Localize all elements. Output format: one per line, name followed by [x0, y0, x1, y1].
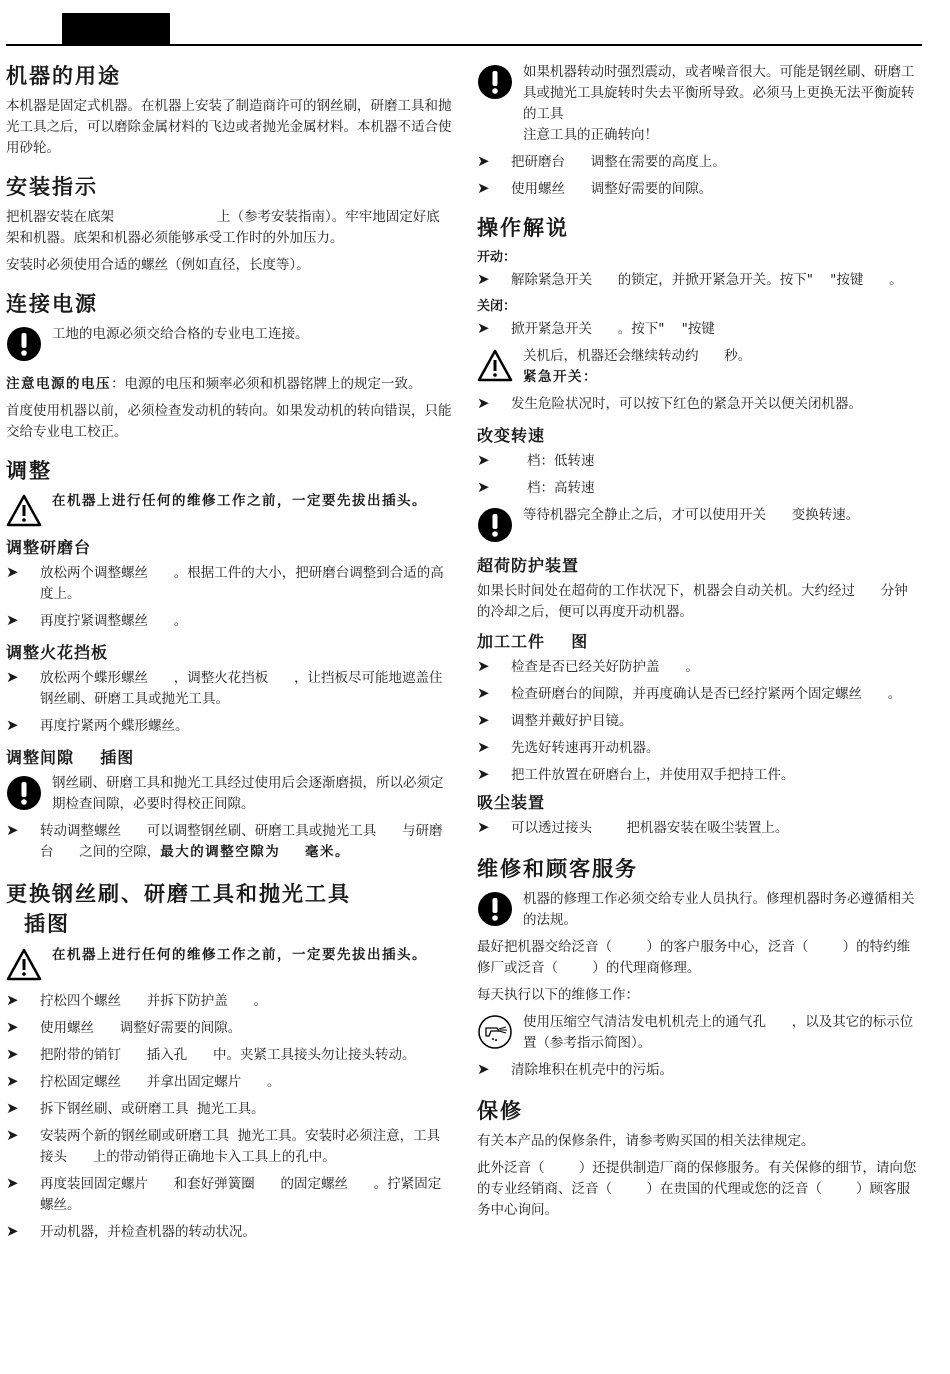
step-text: 使用螺丝 调整好需要的间隙。 [511, 181, 713, 197]
stop-note [477, 346, 919, 388]
gap-note-text: 钢丝刷、研磨工具和抛光工具经过使用后会逐渐磨损，所以必须定期检查间隙，必要时得校正间隙。 [52, 775, 444, 812]
speed-step-2 [477, 478, 919, 499]
subsection-title-speed: 改变转速 [477, 426, 546, 445]
replace-title: 更换钢丝刷、研磨工具和抛光工具 [6, 882, 351, 906]
step-text: 档：低转速 [527, 453, 595, 469]
replace-warning-text: 在机器上进行任何的维修工作之前，一定要先拔出插头。 [52, 947, 427, 963]
power-note-text: 工地的电源必须交给合格的专业电工连接。 [52, 326, 309, 342]
step-text: 放松两个调整螺丝 。根据工件的大小，把研磨台调整到合适的高度上。 [40, 565, 444, 602]
replace-step-7 [6, 1174, 452, 1216]
adjust-warning-text: 在机器上进行任何的维修工作之前，一定要先拔出插头。 [52, 493, 427, 509]
spark-step-2 [6, 716, 452, 737]
right-column [477, 56, 919, 1227]
warning-triangle-icon [6, 493, 42, 529]
arrow-icon: ➤ [477, 738, 490, 756]
install-text-2: 安装时必须使用合适的螺丝（例如直径，长度等）。 [6, 257, 310, 273]
arrow-icon: ➤ [6, 1126, 19, 1144]
step-text: 安装两个新的钢丝刷或研磨工具 抛光工具。安装时必须注意，工具接头 上的带动销得正确地卡入工具上的孔中。 [40, 1128, 441, 1165]
service-note-text: 机器的修理工作必须交给专业人员执行。修理机器时务必遵循相关的法规。 [523, 891, 915, 928]
stop-step [477, 319, 919, 340]
step-text: 解除紧急开关 的锁定，并掀开紧急开关。按下" "按键 。 [511, 272, 903, 288]
workpiece-step-3 [477, 711, 919, 732]
stop-label: 关闭： [477, 299, 517, 314]
left-column [6, 56, 452, 1249]
step-text: 可以透过接头 把机器安装在吸尘装置上。 [511, 820, 789, 836]
workpiece-step-5 [477, 765, 919, 786]
power-direction-text: 首度使用机器以前，必须检查发动机的转向。如果发动机的转向错误，只能交给专业电工校正。 [6, 403, 452, 440]
step-text: 把研磨台 调整在需要的高度上。 [511, 154, 726, 170]
header-black-tab [62, 13, 170, 44]
service-text-2: 每天执行以下的维修工作： [477, 987, 639, 1003]
warranty-text-2: 此外泛音（ ）还提供制造厂商的保修服务。有关保修的细节，请向您的专业经销商、泛音（ ）在贵国的代理或您的泛音（ ）顾客服务中心询问。 [477, 1160, 917, 1218]
arrow-icon: ➤ [477, 394, 490, 412]
pre-step-1 [477, 152, 919, 173]
air-note [477, 1012, 919, 1054]
replace-step-4 [6, 1072, 452, 1093]
table-step-1 [6, 563, 452, 605]
step-text: 拧松固定螺丝 并拿出固定螺片 。 [40, 1074, 281, 1090]
step-text: 开动机器，并检查机器的转动状况。 [40, 1224, 256, 1240]
step-text: 把附带的销钉 插入孔 中。夹紧工具接头勿让接头转动。 [40, 1047, 416, 1063]
replace-step-5 [6, 1099, 452, 1120]
service-note [477, 889, 919, 931]
step-text: 调整并戴好护目镜。 [511, 713, 633, 729]
arrow-icon: ➤ [477, 657, 490, 675]
arrow-icon: ➤ [6, 1174, 19, 1192]
spark-step-1 [6, 668, 452, 710]
arrow-icon: ➤ [6, 563, 19, 581]
start-label: 开动： [477, 250, 517, 265]
exclamation-circle-icon [477, 64, 513, 100]
section-title-install: 安装指示 [6, 175, 98, 199]
pre-step-2 [477, 179, 919, 200]
arrow-icon: ➤ [6, 991, 19, 1009]
step-text: 使用螺丝 调整好需要的间隙。 [40, 1020, 242, 1036]
vibration-note [477, 62, 919, 146]
exclamation-circle-icon [477, 891, 513, 927]
replace-step-1 [6, 991, 452, 1012]
step-text: 发生危险状况时，可以按下红色的紧急开关以便关闭机器。 [511, 396, 862, 412]
arrow-icon: ➤ [477, 765, 490, 783]
install-text-1: 把机器安装在底架 上（参考安装指南）。牢牢地固定好底架和机器。底架和机器必须能够承受工作时的外加压力。 [6, 209, 440, 246]
subsection-title-spark: 调整火花挡板 [6, 643, 109, 662]
step-text: 先选好转速再开动机器。 [511, 740, 660, 756]
arrow-icon: ➤ [477, 451, 490, 469]
step-text: 再度拧紧调整螺丝 。 [40, 613, 188, 629]
exclamation-circle-icon [6, 326, 42, 362]
arrow-icon: ➤ [477, 818, 490, 836]
arrow-icon: ➤ [6, 668, 19, 686]
subsection-title-table: 调整研磨台 [6, 538, 92, 557]
step-text: 拆下钢丝刷、或研磨工具 抛光工具。 [40, 1101, 265, 1117]
air-note-text: 使用压缩空气清洁发电机机壳上的通气孔 ，以及其它的标示位置（参考指示简图）。 [523, 1014, 914, 1051]
step-text: 拧松四个螺丝 并拆下防护盖 。 [40, 993, 267, 1009]
replace-subtitle: 插图 [24, 912, 70, 936]
workpiece-step-2 [477, 684, 919, 705]
arrow-icon: ➤ [6, 1072, 19, 1090]
step-text: 放松两个蝶形螺丝 ，调整火花挡板 ，让挡板尽可能地遮盖住钢丝刷、研磨工具或抛光工具。 [40, 670, 443, 707]
power-voltage-desc: ：电源的电压和频率必须和机器铭牌上的规定一致。 [111, 376, 422, 392]
arrow-icon: ➤ [477, 152, 490, 170]
gap-step-bold: 最大的调整空隙为 毫米。 [160, 844, 351, 860]
gap-note [6, 773, 452, 815]
emergency-step [477, 394, 919, 415]
arrow-icon: ➤ [477, 1060, 490, 1078]
arrow-icon: ➤ [477, 478, 490, 496]
step-text: 检查研磨台的间隙，并再度确认是否已经拧紧两个固定螺丝 。 [511, 686, 902, 702]
arrow-icon: ➤ [6, 1045, 19, 1063]
usage-text: 本机器是固定式机器。在机器上安装了制造商许可的钢丝刷，研磨工具和抛光工具之后，可以磨除金属材料的飞边或者抛光金属材料。本机器不适合使用砂轮。 [6, 98, 452, 156]
section-title-replace [6, 879, 452, 939]
replace-warning [6, 945, 452, 985]
subsection-title-overload: 超荷防护装置 [477, 556, 580, 575]
start-step [477, 270, 919, 291]
compressed-air-icon [477, 1014, 513, 1050]
arrow-icon: ➤ [6, 1222, 19, 1240]
power-voltage-label: 注意电源的电压 [6, 376, 111, 392]
workpiece-step-1 [477, 657, 919, 678]
stop-note-text: 关机后，机器还会继续转动约 秒。 [523, 348, 752, 364]
warning-triangle-icon [6, 947, 42, 983]
arrow-icon: ➤ [6, 716, 19, 734]
speed-note [477, 505, 919, 545]
section-title-adjust: 调整 [6, 459, 52, 483]
replace-step-2 [6, 1018, 452, 1039]
step-text: 掀开紧急开关 。按下" "按键 [511, 321, 715, 337]
power-note [6, 324, 452, 364]
arrow-icon: ➤ [477, 711, 490, 729]
service-step [477, 1060, 919, 1081]
arrow-icon: ➤ [477, 684, 490, 702]
arrow-icon: ➤ [6, 1099, 19, 1117]
section-title-operation: 操作解说 [477, 216, 569, 240]
speed-note-text: 等待机器完全静止之后，才可以使用开关 变换转速。 [523, 507, 860, 523]
arrow-icon: ➤ [477, 179, 490, 197]
subsection-title-dust: 吸尘装置 [477, 793, 546, 812]
replace-step-6 [6, 1126, 452, 1168]
subsection-title-workpiece: 加工工件 图 [477, 632, 589, 651]
step-text: 转动调整螺丝 可以调整钢丝刷、研磨工具或抛光工具 与研磨台 之间的空隙， [40, 823, 443, 860]
step-text: 把工件放置在研磨台上，并使用双手把持工件。 [511, 767, 795, 783]
emergency-label: 紧急开关： [523, 369, 598, 385]
overload-text: 如果长时间处在超荷的工作状况下，机器会自动关机。大约经过 分钟的冷却之后，便可以再度开动机器。 [477, 583, 908, 620]
adjust-warning [6, 491, 452, 531]
exclamation-circle-icon [6, 775, 42, 811]
section-title-usage: 机器的用途 [6, 64, 121, 88]
section-title-service: 维修和顾客服务 [477, 857, 638, 881]
service-text-1: 最好把机器交给泛音（ ）的客户服务中心，泛音（ ）的特约维修厂或泛音（ ）的代理商修理。 [477, 939, 911, 976]
table-step-2 [6, 611, 452, 632]
step-text: 档：高转速 [527, 480, 595, 496]
power-voltage-text [6, 374, 452, 395]
section-title-power: 连接电源 [6, 292, 98, 316]
replace-step-3 [6, 1045, 452, 1066]
warning-triangle-icon [477, 348, 513, 384]
header-rule [6, 44, 922, 46]
arrow-icon: ➤ [6, 821, 19, 839]
step-text: 再度装回固定螺片 和套好弹簧圈 的固定螺丝 。拧紧固定螺丝。 [40, 1176, 442, 1213]
arrow-icon: ➤ [6, 1018, 19, 1036]
section-title-warranty: 保修 [477, 1099, 523, 1123]
step-text: 清除堆积在机壳中的污垢。 [511, 1062, 673, 1078]
vibration-note-text: 如果机器转动时强烈震动，或者噪音很大。可能是钢丝刷、研磨工具或抛光工具旋转时失去平衡所导致。必须马上更换无法平衡旋转的工具 注意工具的正确转向！ [523, 64, 915, 143]
arrow-icon: ➤ [6, 611, 19, 629]
replace-step-8 [6, 1222, 452, 1243]
arrow-icon: ➤ [477, 319, 490, 337]
exclamation-circle-icon [477, 507, 513, 543]
dust-step [477, 818, 919, 839]
speed-step-1 [477, 451, 919, 472]
step-text: 检查是否已经关好防护盖 。 [511, 659, 699, 675]
step-text: 再度拧紧两个蝶形螺丝。 [40, 718, 189, 734]
subsection-title-gap: 调整间隙 插图 [6, 748, 135, 767]
workpiece-step-4 [477, 738, 919, 759]
warranty-text-1: 有关本产品的保修条件，请参考购买国的相关法律规定。 [477, 1133, 815, 1149]
gap-step [6, 821, 452, 863]
arrow-icon: ➤ [477, 270, 490, 288]
